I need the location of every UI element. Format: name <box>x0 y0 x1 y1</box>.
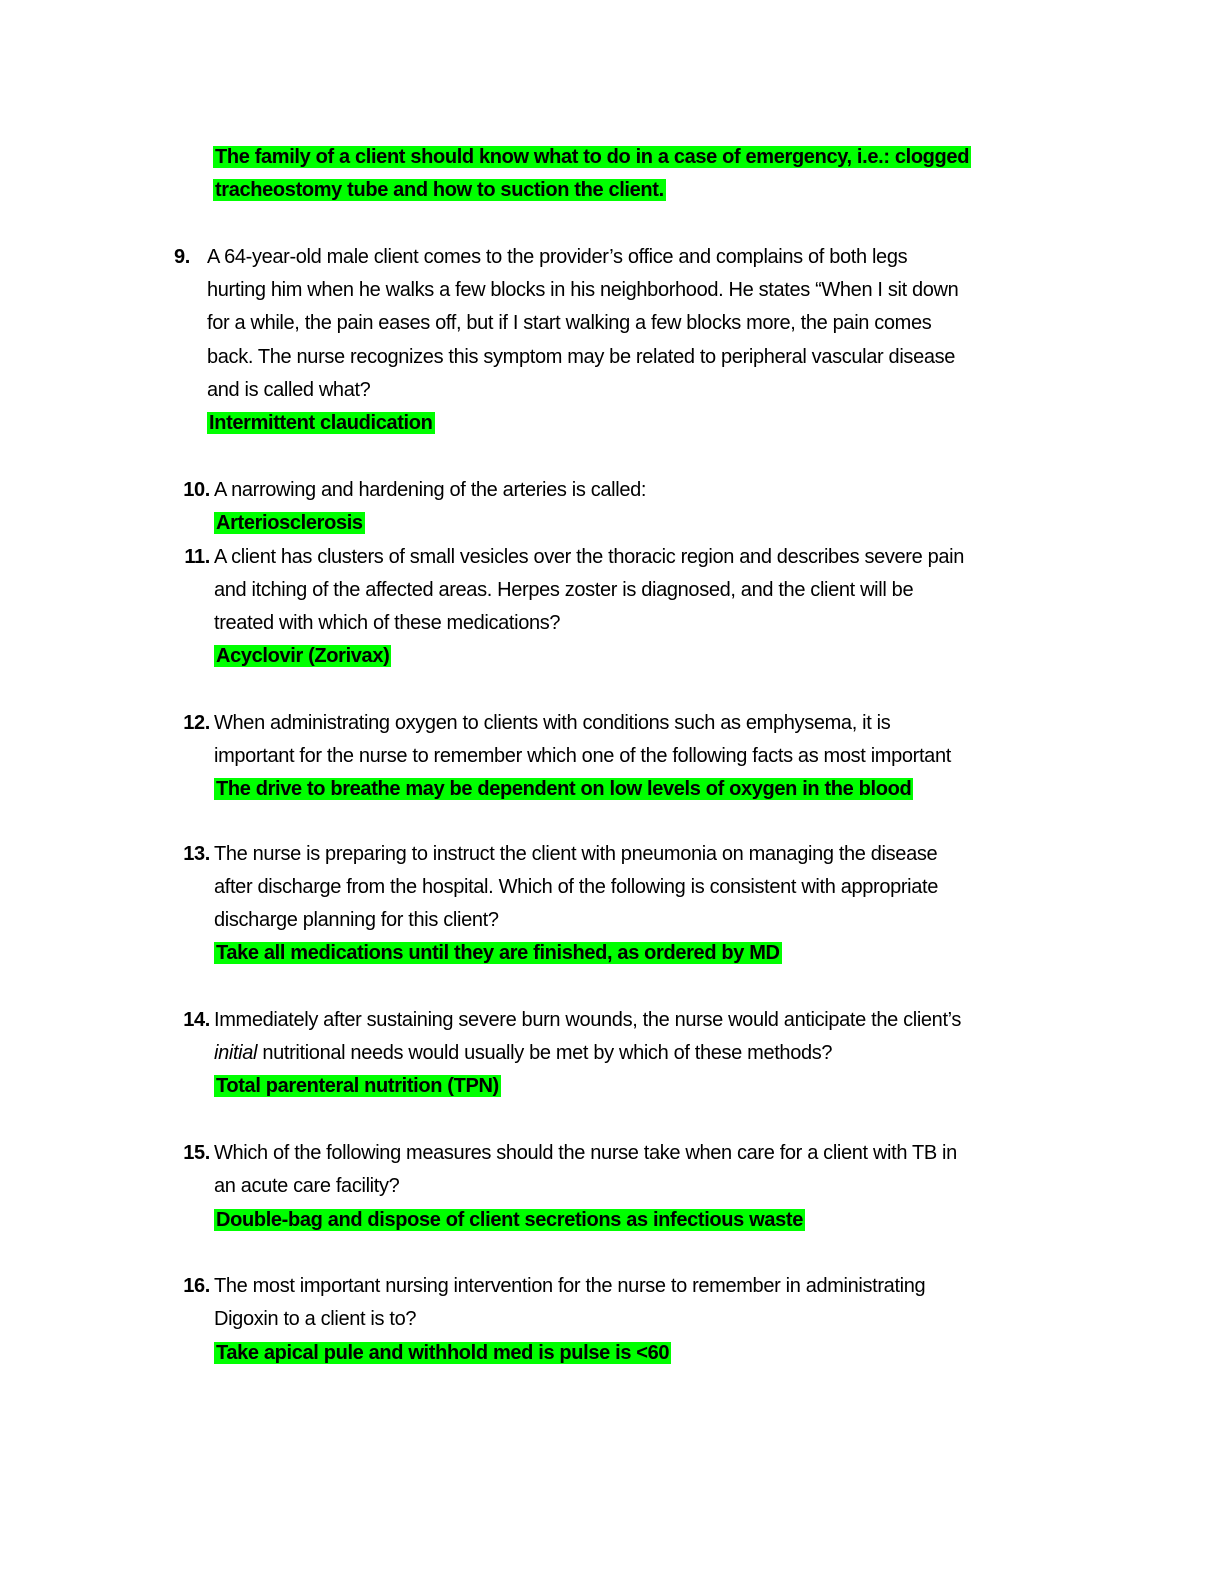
question-14-line-2-rest: nutritional needs would usually be met by which of these methods? <box>257 1042 833 1064</box>
intro-answer-line-2: tracheostomy tube and how to suction the client. <box>215 179 664 201</box>
intro-answer-line-1: The family of a client should know what to do in a case of emergency, i.e.: clogged <box>215 146 970 168</box>
question-16-answer: Take apical pule and withhold med is pulse is <60 <box>216 1342 670 1364</box>
question-14-line-1: Immediately after sustaining severe burn wounds, the nurse would anticipate the client’s <box>214 1009 962 1031</box>
question-number-16: 16. <box>183 1275 210 1297</box>
question-14-italic-word: initial <box>214 1042 258 1064</box>
question-9-line-5: and is called what? <box>207 379 371 401</box>
question-15-line-2: an acute care facility? <box>214 1175 400 1197</box>
question-15-line-1: Which of the following measures should the nurse take when care for a client with TB in <box>214 1142 957 1164</box>
question-10-line-1: A narrowing and hardening of the arteries is called: <box>214 479 647 501</box>
question-13-line-2: after discharge from the hospital. Which of the following is consistent with appropriate <box>214 876 939 898</box>
question-number-13: 13. <box>183 843 210 865</box>
question-12-line-1: When administrating oxygen to clients with conditions such as emphysema, it is <box>214 712 891 734</box>
question-number-15: 15. <box>183 1142 210 1164</box>
question-10-answer: Arteriosclerosis <box>216 512 363 534</box>
question-9-answer: Intermittent claudication <box>209 412 433 434</box>
question-number-9: 9. <box>174 246 190 268</box>
question-13-line-3: discharge planning for this client? <box>214 909 499 931</box>
question-14-answer: Total parenteral nutrition (TPN) <box>216 1075 499 1097</box>
question-9-line-3: for a while, the pain eases off, but if I start walking a few blocks more, the pain comes <box>207 312 932 334</box>
question-number-11: 11. <box>184 546 210 568</box>
question-15-answer: Double-bag and dispose of client secretions as infectious waste <box>216 1209 803 1231</box>
question-12-answer: The drive to breathe may be dependent on low levels of oxygen in the blood <box>216 778 912 800</box>
question-16-line-1: The most important nursing intervention for the nurse to remember in administrating <box>214 1275 926 1297</box>
question-11-line-2: and itching of the affected areas. Herpes zoster is diagnosed, and the client will be <box>214 579 914 601</box>
question-16-line-2: Digoxin to a client is to? <box>214 1308 417 1330</box>
question-13-answer: Take all medications until they are finished, as ordered by MD <box>216 942 780 964</box>
question-11-answer: Acyclovir (Zorivax) <box>216 645 390 667</box>
question-number-14: 14. <box>183 1009 210 1031</box>
question-9-line-1: A 64-year-old male client comes to the provider’s office and complains of both legs <box>207 246 908 268</box>
question-number-10: 10. <box>183 479 210 501</box>
question-11-line-3: treated with which of these medications? <box>214 612 561 634</box>
question-12-line-2: important for the nurse to remember which one of the following facts as most important <box>214 745 951 767</box>
question-13-line-1: The nurse is preparing to instruct the client with pneumonia on managing the disease <box>214 843 938 865</box>
question-11-line-1: A client has clusters of small vesicles over the thoracic region and describes severe pain <box>214 546 964 568</box>
question-number-12: 12. <box>183 712 210 734</box>
question-9-line-2: hurting him when he walks a few blocks in his neighborhood. He states “When I sit down <box>207 279 959 301</box>
question-9-line-4: back. The nurse recognizes this symptom may be related to peripheral vascular disease <box>207 346 956 368</box>
question-14-line-2 <box>214 1037 832 1070</box>
